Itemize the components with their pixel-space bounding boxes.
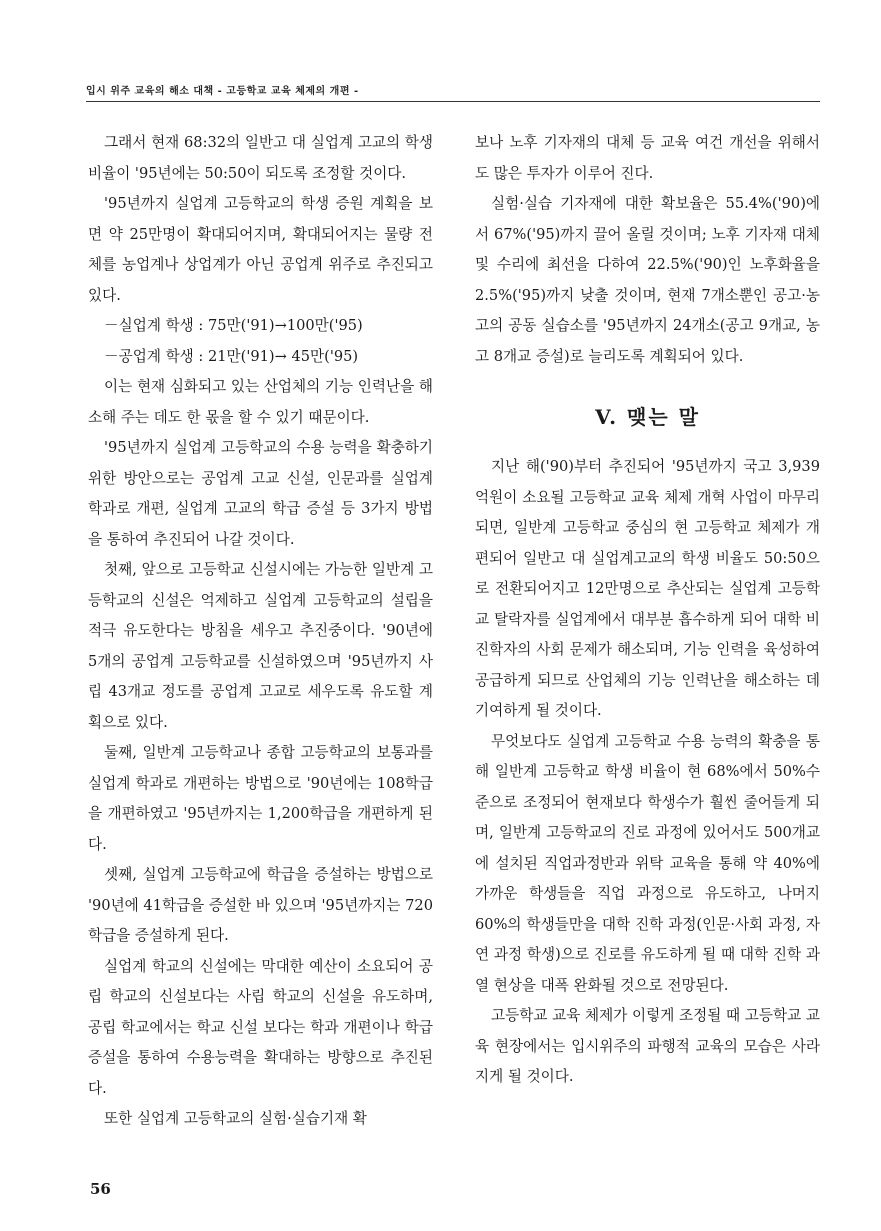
paragraph: 지난 해('90)부터 추진되어 '95년까지 국고 3,939억원이 소요될 고등학교 교육 체제 개혁 사업이 마무리되면, 일반계 고등학교 중심의 현 고등학교 체제가 개편되어 일반고 대 실업계고교의 학생 비율도 50:50으로 전환되어지고 12만명으로 추산되는 실업계 고등학교 탈락자를 실업계에서 대부분 흡수하게 되어 대학 비진학자의 사회 문제가 해소되며, 기능 인력을 육성하여 공급하게 되므로 산업체의 기능 인력난을 해소하는 데 기여하게 될 것이다.	[475, 458, 820, 719]
paragraph: 실험·실습 기자재에 대한 확보율은 55.4%('90)에서 67%('95)까지 끌어 올릴 것이며; 노후 기자재 대체 및 수리에 최선을 다하여 22.5%('90)인 노후화율을 2.5%('95)까지 낮출 것이며, 현재 7개소뿐인 공고·농고의 공동 실습소를 '95년까지 24개소(공고 9개교, 농고 8개교 증설)로 늘리도록 계획되어 있다.	[475, 195, 820, 365]
list-item: －공업계 학생 : 21만('91)→ 45만('95)	[104, 347, 359, 365]
list-item: －실업계 학생 : 75만('91)→100만('95)	[104, 317, 363, 334]
right-column	[475, 128, 820, 1093]
paragraph: 실업계 학교의 신설에는 막대한 예산이 소요되어 공립 학교의 신설보다는 사립 학교의 신설을 유도하며, 공립 학교에서는 학교 신설 보다는 학과 개편이나 학급 증설을 통하여 수용능력을 확대하는 방향으로 추진된다.	[88, 957, 433, 1097]
paragraph: '95년까지 실업계 고등학교의 학생 증원 계획을 보면 약 25만명이 확대되어지며, 확대되어지는 물량 전체를 농업계나 상업계가 아닌 공업계 위주로 추진되고 있다.	[88, 195, 433, 304]
page-number: 56	[90, 1180, 111, 1198]
paragraph: 보나 노후 기자재의 대체 등 교육 여건 개선을 위해서도 많은 투자가 이루어 진다.	[475, 134, 820, 182]
paragraph: 첫째, 앞으로 고등학교 신설시에는 가능한 일반계 고등학교의 신설은 억제하고 실업계 고등학교의 설립을 적극 유도한다는 방침을 세우고 추진중이다. '90년에 5개의 공업계 고등학교를 신설하였으며 '95년까지 사립 43개교 정도를 공업계 고교로 세우도록 유도할 계획으로 있다.	[88, 561, 433, 731]
paragraph: 셋째, 실업계 고등학교에 학급을 증설하는 방법으로 '90년에 41학급을 증설한 바 있으며 '95년까지는 720학급을 증설하게 된다.	[88, 866, 433, 944]
paragraph: 고등학교 교육 체제가 이렇게 조정될 때 고등학교 교육 현장에서는 입시위주의 파행적 교육의 모습은 사라지게 될 것이다.	[475, 1007, 820, 1085]
paragraph: 그래서 현재 68:32의 일반고 대 실업계 고교의 학생 비율이 '95년에는 50:50이 되도록 조정할 것이다.	[88, 134, 433, 182]
paragraph: 또한 실업계 고등학교의 실험·실습기재 확	[104, 1110, 367, 1127]
paragraph: '95년까지 실업계 고등학교의 수용 능력을 확충하기 위한 방안으로는 공업계 고교 신설, 인문과를 실업계 학과로 개편, 실업계 고교의 학급 증설 등 3가지 방법을 통하여 추진되어 나갈 것이다.	[88, 439, 433, 548]
paragraph: 둘째, 일반계 고등학교나 종합 고등학교의 보통과를 실업계 학과로 개편하는 방법으로 '90년에는 108학급을 개편하였고 '95년까지는 1,200학급을 개편하게 된다.	[88, 744, 433, 853]
paragraph: 무엇보다도 실업계 고등학교 수용 능력의 확충을 통해 일반계 고등학교 학생 비율이 현 68%에서 50%수준으로 조정되어 현재보다 학생수가 훨씬 줄어들게 되며, 일반계 고등학교의 진로 과정에 있어서도 500개교에 설치된 직업과정반과 위탁 교육을 통해 약 40%에 가까운 학생들을 직업 과정으로 유도하고, 나머지 60%의 학생들만을 대학 진학 과정(인문·사회 과정, 자연 과정 학생)으로 진로를 유도하게 될 때 대학 진학 과열 현상을 대폭 완화될 것으로 전망된다.	[475, 732, 820, 994]
section-title: V. 맺는 말	[595, 405, 700, 429]
left-column	[88, 128, 433, 1135]
paragraph: 이는 현재 심화되고 있는 산업체의 기능 인력난을 해소해 주는 데도 한 몫을 할 수 있기 때문이다.	[88, 378, 433, 426]
header-divider	[86, 101, 820, 102]
running-header: 입시 위주 교육의 해소 대책 - 고등학교 교육 체제의 개편 -	[86, 86, 359, 97]
